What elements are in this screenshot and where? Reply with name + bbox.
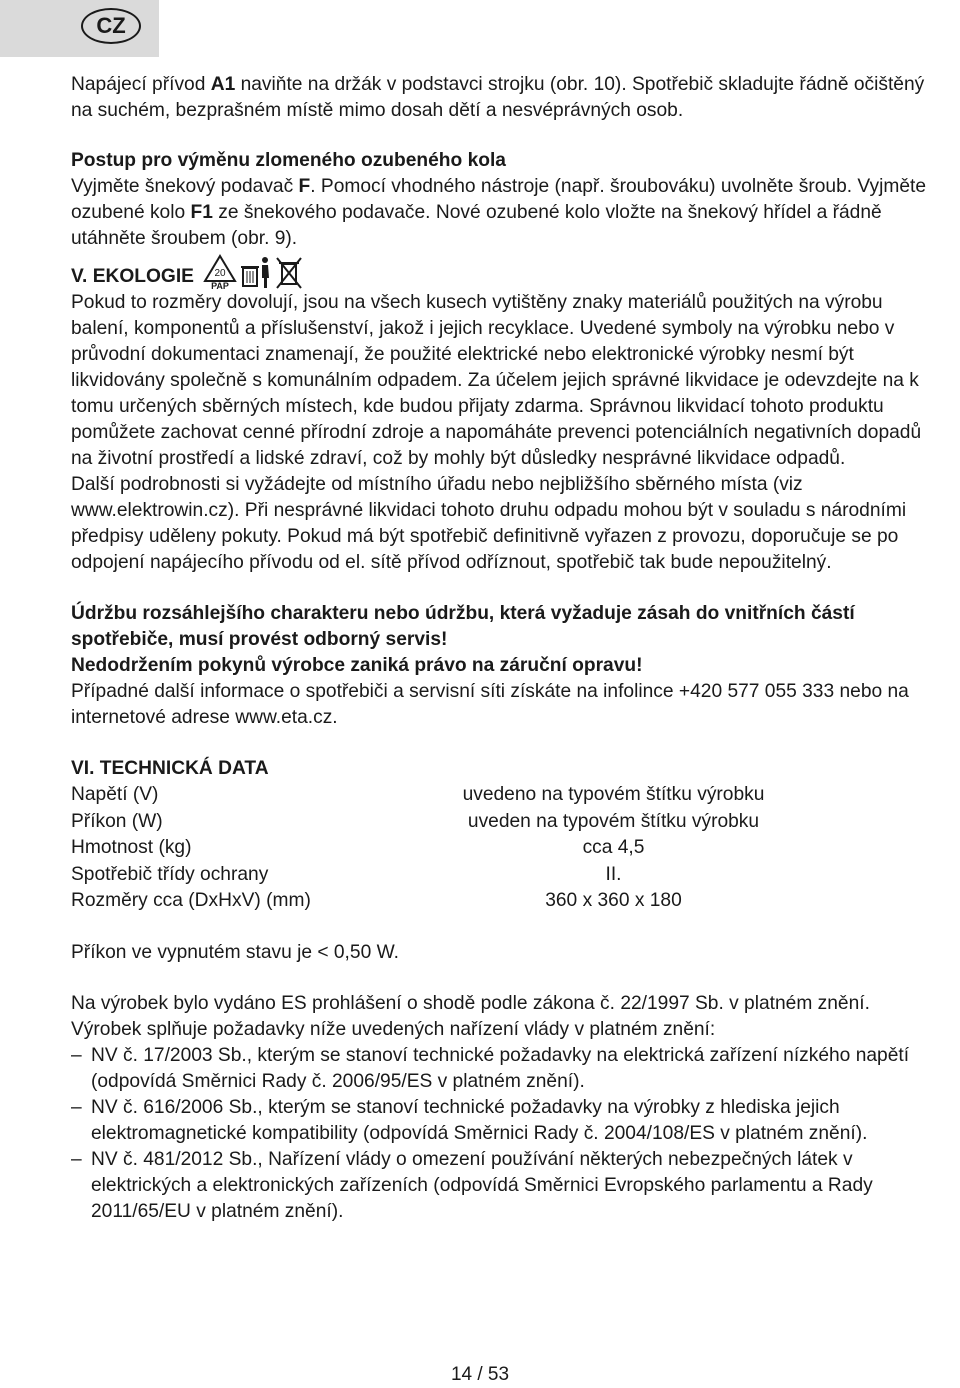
conformity-intro: Na výrobek bylo vydáno ES prohlášení o shodě podle zákona č. 22/1997 Sb. v platném znění. Výrobek splňuje požadavky níže uvedených nařízení vlády v platném znění:: [71, 992, 870, 1040]
spec-value: 360 x 360 x 180: [545, 890, 682, 911]
list-item: – NV č. 17/2003 Sb., kterým se stanoví technické požadavky na elektrická zařízení nízkého napětí (odpovídá Směrnici Rady č. 2006/95/ES v platném znění).: [71, 1044, 910, 1092]
spec-label: Hmotnost (kg): [71, 837, 192, 858]
language-tab: [0, 0, 159, 57]
spec-label: Napětí (V): [71, 784, 159, 805]
page-content: [71, 72, 941, 1225]
svg-text:20: 20: [214, 268, 226, 279]
crossed-bin-icon: [274, 256, 304, 290]
language-badge: CZ: [81, 8, 141, 44]
ecology-paragraph-2: Další podrobnosti si vyžádejte od místního úřadu nebo nejbližšího sběrného místa (viz www.elektrowin.cz). Při nesprávné likvidaci tohoto druhu odpadu mohou být v souladu s národními předpisy uděleny pokuty. Pokud má být spotřebič definitivně vyřazen z provozu, doporučuje se po odpojení napájecího přívodu od el. sítě přívod odříznout, spotřebič tak bude nepoužitelný.: [71, 474, 907, 573]
page-number: 14 / 53: [450, 1364, 510, 1385]
gear-heading: Postup pro výměnu zlomeného ozubeného kola: [71, 150, 506, 171]
ecology-paragraph: Pokud to rozměry dovolují, jsou na všech kusech vytištěny znaky materiálů použitých na výrobu balení, komponentů a příslušenství, jakož i jejich recyklace. Uvedené symboly na výrobku nebo v průvodní dokumentaci znamenají, že použité elektrické nebo elektronické výrobky nesmí být likvidovány společně s komunálním odpadem. Za účelem jejich správné likvidace je odevzdejte na k tomu určených sběrných místech, kde budou přijaty zdarma. Správnou likvidací tohoto produktu pomůžete zachovat cenné přírodní zdroje a napomáháte prevenci potenciálních negativních dopadů na životní prostředí a lidské zdraví, což by mohly být důsledky nesprávné likvidace odpadů.: [71, 292, 922, 469]
table-row: [71, 862, 786, 889]
list-item: – NV č. 616/2006 Sb., kterým se stanoví technické požadavky na výrobky z hlediska jejich elektromagnetické kompatibility (odpovídá Směrnici Rady č. 2004/108/ES v platném znění).: [71, 1096, 868, 1144]
svg-text:PAP: PAP: [211, 281, 229, 290]
service-warning: Údržbu rozsáhlejšího charakteru nebo údržbu, která vyžaduje zásah do vnitřních částí spotřebiče, musí provést odborný servis!: [71, 603, 855, 650]
table-row: [71, 809, 786, 836]
recycle-icon: [202, 254, 238, 290]
list-item: – NV č. 481/2012 Sb., Nařízení vlády o omezení používání některých nebezpečných látek v elektrických a elektronických zařízeních (odpovídá Směrnici Evropského parlamentu a Rady 2011/65/EU v platném znění).: [71, 1148, 873, 1222]
table-row: [71, 888, 786, 915]
spec-label: Spotřebič třídy ochrany: [71, 863, 269, 885]
warranty-warning: Nedodržením pokynů výrobce zaniká právo na záruční opravu!: [71, 655, 643, 676]
spec-value: uvedeno na typovém štítku výrobku: [462, 784, 765, 805]
spec-value: II.: [605, 863, 622, 885]
table-row: [71, 835, 786, 862]
storage-paragraph: Napájecí přívod A1 naviňte na držák v podstavci strojku (obr. 10). Spotřebič skladujte řádně očištěný na suchém, bezprašném místě mimo dosah dětí a nesvéprávných osob.: [71, 74, 925, 121]
spec-label: Příkon (W): [71, 810, 163, 832]
service-info: Případné další informace o spotřebiči a servisní síti získáte na infolince +420 577 055 333 nebo na internetové adrese www.eta.cz.: [71, 681, 909, 728]
standby-power: Příkon ve vypnutém stavu je < 0,50 W.: [71, 941, 399, 963]
gear-paragraph: Vyjměte šnekový podavač F. Pomocí vhodného nástroje (např. šroubováku) uvolněte šroub. Vyjměte ozubené kolo F1 ze šnekového podavače. Nové ozubené kolo vložte na šnekový hřídel a řádně utáhněte šroubem (obr. 9).: [71, 176, 927, 249]
trash-bin-person-icon: [240, 256, 272, 290]
tech-heading: VI. TECHNICKÁ DATA: [71, 758, 269, 779]
tech-data-table: [71, 782, 786, 915]
table-row: [71, 782, 786, 809]
spec-value: uveden na typovém štítku výrobku: [467, 810, 760, 832]
spec-label: Rozměry cca (DxHxV) (mm): [71, 890, 311, 911]
ecology-heading: V. EKOLOGIE: [71, 266, 194, 287]
spec-value: cca 4,5: [582, 837, 645, 858]
ecology-heading-row: [71, 254, 941, 290]
